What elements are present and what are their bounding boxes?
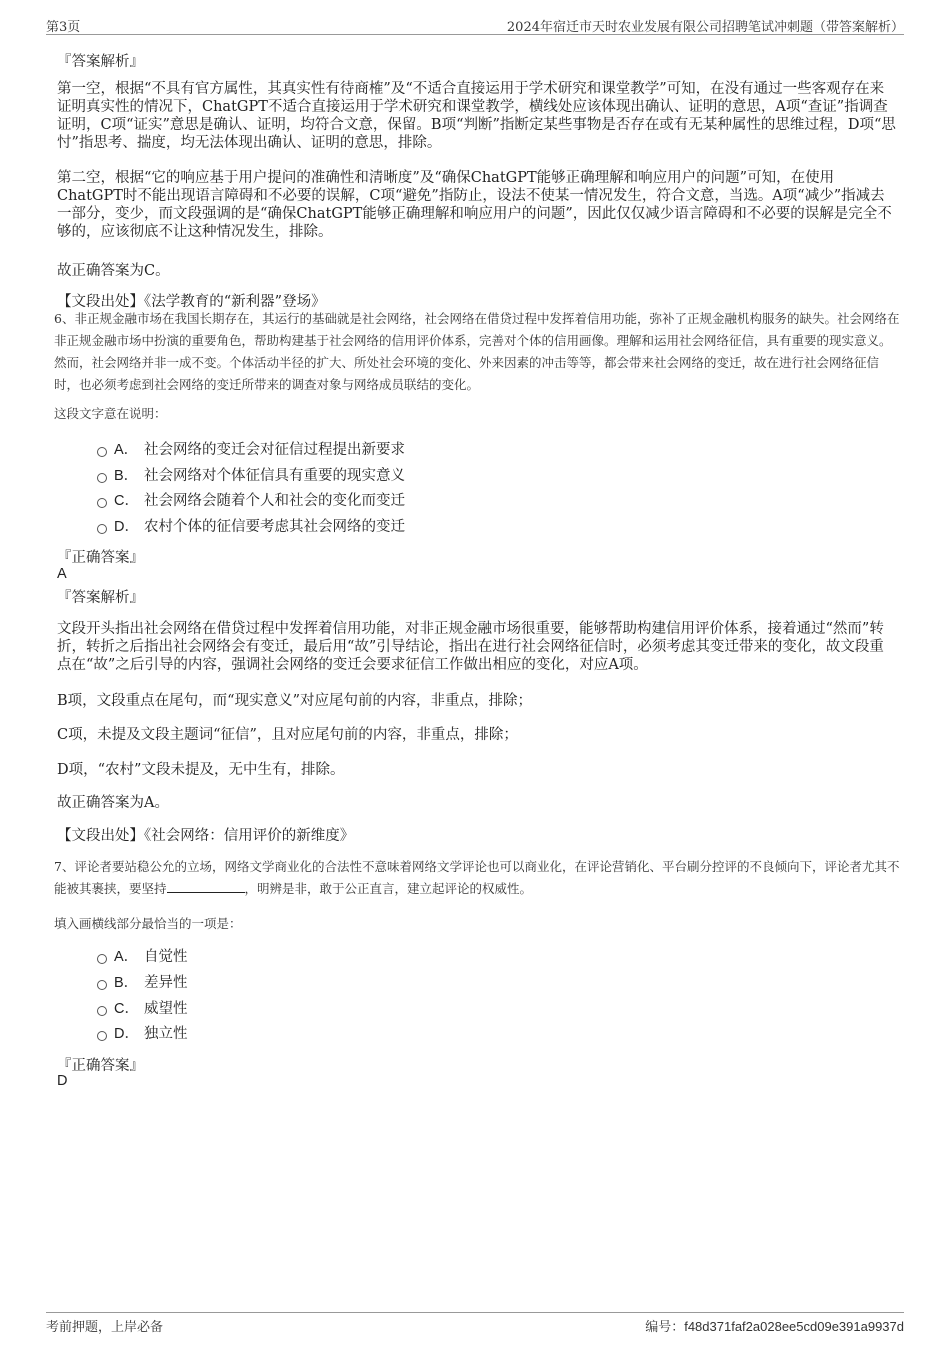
page-footer	[46, 1312, 904, 1337]
q6-analysis-p1: 文段开头指出社会网络在借贷过程中发挥着信用功能，对非正规金融市场很重要，能够帮助构建信用评价体系，接着通过“然而”转折，转折之后指出社会网络会有变迁，最后用“故”引导结论，指出在进行社会网络征信时，必须考虑其变迁带来的变化，故文段重点在“故”之后引导的内容，强调社会网络的变迁会要求征信工作做出相应的变化，对应A项。	[57, 621, 884, 673]
q6-option-d[interactable]	[97, 517, 405, 537]
q7-prompt: 填入画横线部分最恰当的一项是：	[54, 916, 242, 931]
document-title: 2024年宿迁市天时农业发展有限公司招聘笔试冲刺题（带答案解析）	[506, 20, 904, 35]
option-text: 独立性	[144, 1026, 188, 1042]
code-value: f48d371faf2a028ee5cd09e391a9937d	[684, 1319, 904, 1334]
q6-analysis-label: 『答案解析』	[57, 590, 144, 606]
option-text: 社会网络的变迁会对征信过程提出新要求	[144, 442, 405, 458]
q7-answer-label: 『正确答案』	[57, 1058, 144, 1074]
radio-icon[interactable]	[97, 954, 107, 964]
option-text: 威望性	[144, 1001, 188, 1017]
q7-option-c[interactable]	[97, 999, 188, 1019]
radio-icon[interactable]	[97, 447, 107, 457]
option-letter: C．	[114, 1001, 139, 1017]
option-letter: B．	[114, 975, 139, 991]
radio-icon[interactable]	[97, 524, 107, 534]
q7-option-b[interactable]	[97, 973, 188, 993]
q7-option-a[interactable]	[97, 947, 188, 967]
page-number: 第3页	[46, 20, 81, 35]
q6-analysis-d: D项，“农村”文段未提及，无中生有，排除。	[57, 762, 345, 778]
q7-question-after: ，明辨是非，敢于公正直言，建立起评论的权威性。	[244, 881, 533, 896]
option-letter: A．	[114, 949, 139, 965]
option-text: 农村个体的征信要考虑其社会网络的变迁	[144, 519, 405, 535]
q7-option-d[interactable]	[97, 1024, 188, 1044]
option-text: 差异性	[144, 975, 188, 991]
option-letter: A．	[114, 442, 139, 458]
option-letter: C．	[114, 493, 139, 509]
q6-prompt: 这段文字意在说明：	[54, 406, 167, 421]
option-text: 社会网络对个体征信具有重要的现实意义	[144, 468, 405, 484]
q5-conclusion: 故正确答案为C。	[57, 263, 170, 279]
q6-option-c[interactable]	[97, 491, 405, 511]
q5-analysis-p2: 第二空，根据“它的响应基于用户提问的准确性和清晰度”及“确保ChatGPT能够正确理解和响应用户的问题”可知，在使用ChatGPT时不能出现语言障碍和不必要的误解，C项“避免”指防止，设法不使某一情况发生，符合文意，当选。A项“减少”指减去一部分，变少，而文段强调的是“确保ChatGPT能够正确理解和响应用户的问题”，因此仅仅减少语言障碍和不必要的误解是完全不够的，应该彻底不让这种情况发生，排除。	[57, 170, 892, 240]
radio-icon[interactable]	[97, 980, 107, 990]
q6-answer-label: 『正确答案』	[57, 550, 144, 566]
q5-analysis-label: 『答案解析』	[57, 54, 144, 70]
q6-analysis-b: B项，文段重点在尾句，而“现实意义”对应尾句前的内容，非重点，排除；	[57, 693, 532, 709]
page-header	[46, 14, 904, 35]
q6-question: 6、非正规金融市场在我国长期存在，其运行的基础就是社会网络，社会网络在借贷过程中发挥着信用功能，弥补了正规金融机构服务的缺失。社会网络在非正规金融市场中扮演的重要角色，帮助构建基于社会网络的信用评价体系，完善对个体的信用画像。理解和运用社会网络征信，具有重要的现实意义。然而，社会网络并非一成不变。个体活动半径的扩大、所处社会环境的变化、外来因素的冲击等等，都会带来社会网络的变迁，故在进行社会网络征信时，也必须考虑到社会网络的变迁所带来的调查对象与网络成员联结的变化。	[54, 311, 900, 392]
code-label: 编号：	[645, 1320, 685, 1335]
footer-slogan: 考前押题，上岸必备	[46, 1320, 164, 1335]
radio-icon[interactable]	[97, 498, 107, 508]
option-letter: B．	[114, 468, 139, 484]
radio-icon[interactable]	[97, 1031, 107, 1041]
q6-conclusion: 故正确答案为A。	[57, 795, 169, 811]
q6-analysis-c: C项，未提及文段主题词“征信”，且对应尾句前的内容，非重点，排除；	[57, 727, 518, 743]
fill-blank	[167, 879, 245, 893]
radio-icon[interactable]	[97, 1006, 107, 1016]
q6-source: 【文段出处】《社会网络：信用评价的新维度》	[57, 828, 355, 844]
option-letter: D．	[114, 519, 139, 535]
q7-question	[54, 856, 900, 900]
q5-source: 【文段出处】《法学教育的“新利器”登场》	[57, 294, 326, 310]
document-code	[645, 1316, 904, 1335]
q6-option-a[interactable]	[97, 440, 405, 460]
q7-answer: D	[57, 1073, 68, 1089]
q7-question-before: 7、评论者要站稳公允的立场，网络文学商业化的合法性不意味着网络文学评论也可以商业化，在评论营销化、平台刷分控评的不良倾向下，评论者尤其不能被其裹挟，要坚持	[54, 859, 900, 896]
option-text: 自觉性	[144, 949, 188, 965]
q5-analysis-p1: 第一空，根据“不具有官方属性，其真实性有待商榷”及“不适合直接运用于学术研究和课堂教学”可知，在没有通过一些客观存在来证明真实性的情况下，ChatGPT不适合直接运用于学术研究和课堂教学，横线处应该体现出确认、证明的意思，A项“查证”指调查证明，C项“证实”意思是确认、证明，均符合文意，保留。B项“判断”指断定某些事物是否存在或有无某种属性的思维过程，D项“思忖”指思考、揣度，均无法体现出确认、证明的意思，排除。	[57, 81, 896, 151]
q6-option-b[interactable]	[97, 466, 405, 486]
q6-answer: A	[57, 566, 67, 582]
option-text: 社会网络会随着个人和社会的变化而变迁	[144, 493, 405, 509]
radio-icon[interactable]	[97, 473, 107, 483]
option-letter: D．	[114, 1026, 139, 1042]
